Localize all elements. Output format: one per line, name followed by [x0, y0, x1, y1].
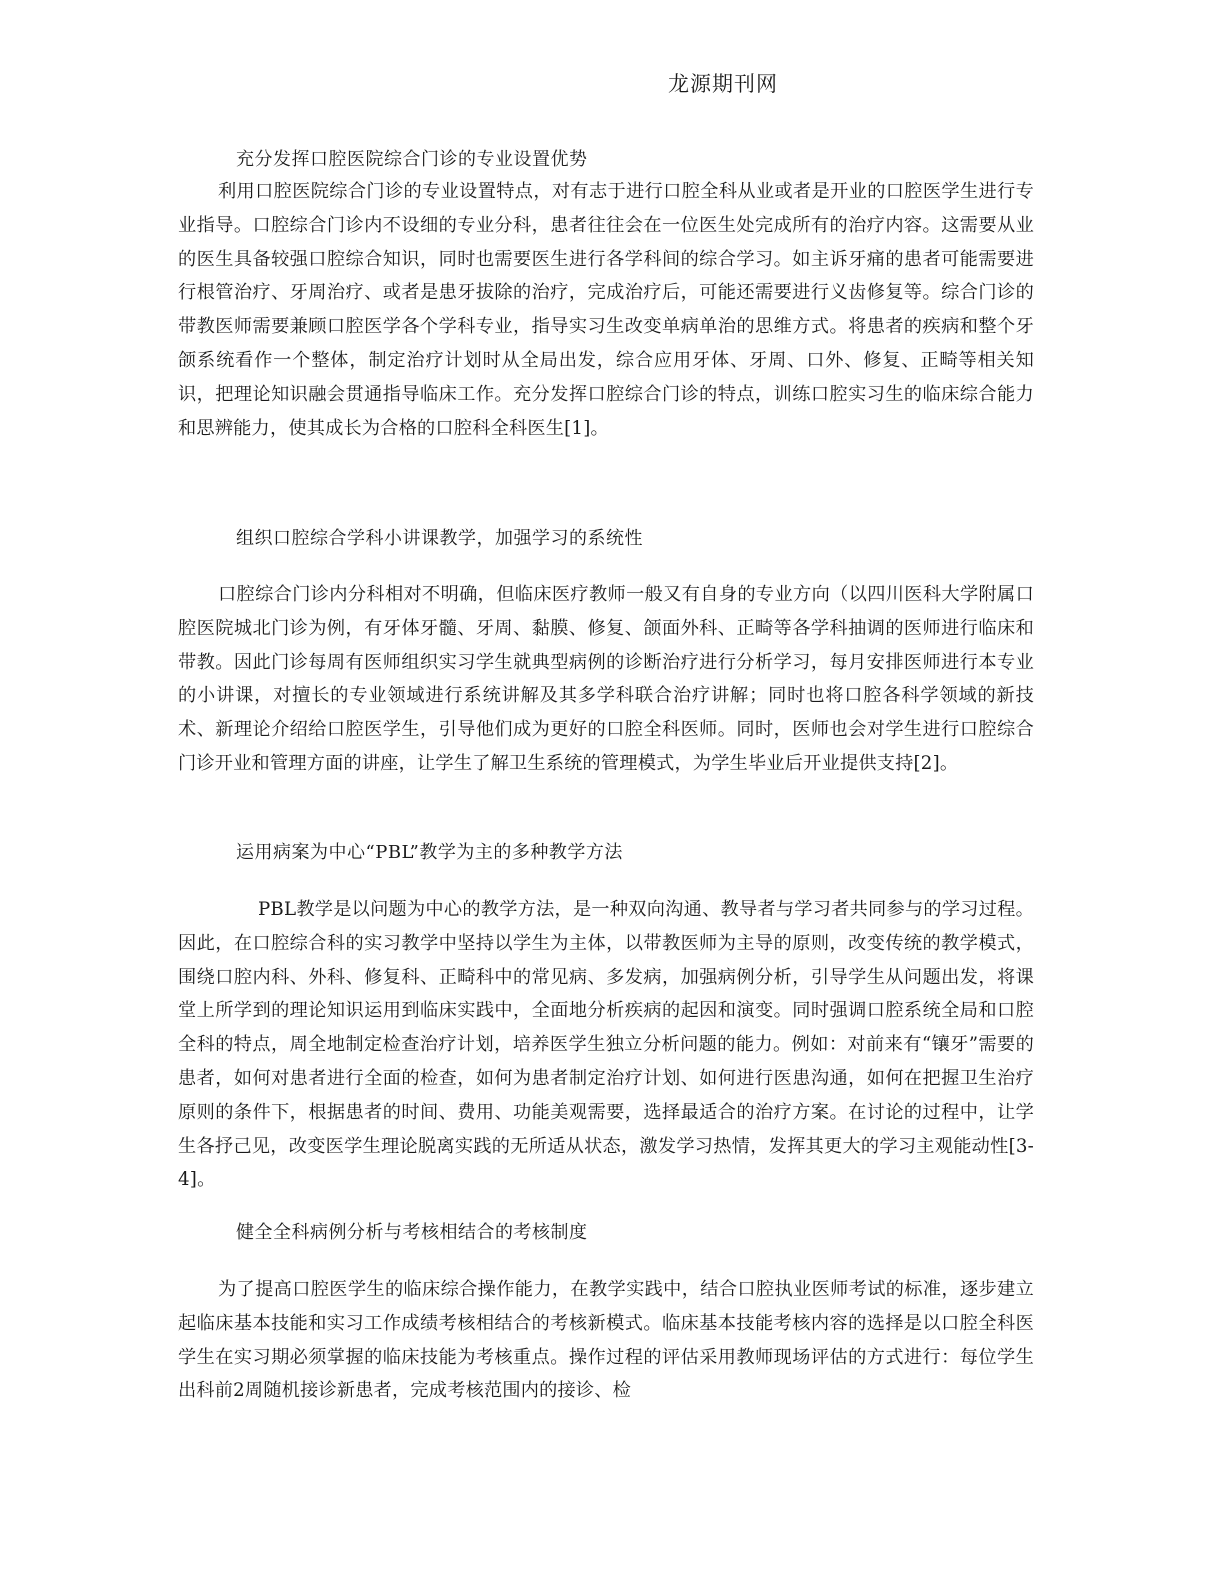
section-paragraph: PBL教学是以问题为中心的教学方法，是一种双向沟通、教导者与学习者共同参与的学习过程。因此，在口腔综合科的实习教学中坚持以学生为主体，以带教医师为主导的原则，改变传统的教学模式，围绕口腔内科、外科、修复科、正畸科中的常见病、多发病，加强病例分析，引导学生从问题出发，将课堂上所学到的理论知识运用到临床实践中，全面地分析疾病的起因和演变。同时强调口腔系统全局和口腔全科的特点，周全地制定检查治疗计划，培养医学生独立分析问题的能力。例如：对前来有“镶牙”需要的患者，如何对患者进行全面的检查，如何为患者制定治疗计划、如何进行医患沟通，如何在把握卫生治疗原则的条件下，根据患者的时间、费用、功能美观需要，选择最适合的治疗方案。在讨论的过程中，让学生各抒己见，改变医学生理论脱离实践的无所适从状态，激发学习热情，发挥其更大的学习主观能动性[3-4]。 [178, 899, 1034, 1191]
section-paragraph: 口腔综合门诊内分科相对不明确，但临床医疗教师一般又有自身的专业方向（以四川医科大学附属口腔医院城北门诊为例，有牙体牙髓、牙周、黏膜、修复、颌面外科、正畸等各学科抽调的医师进行临床和带教。因此门诊每周有医师组织实习学生就典型病例的诊断治疗进行分析学习，每月安排医师进行本专业的小讲课，对擅长的专业领域进行系统讲解及其多学科联合治疗讲解；同时也将口腔各科学领域的新技术、新理论介绍给口腔医学生，引导他们成为更好的口腔全科医师。同时，医师也会对学生进行口腔综合门诊开业和管理方面的讲座，让学生了解卫生系统的管理模式，为学生毕业后开业提供支持[2]。 [178, 584, 1034, 774]
site-name: 龙源期刊网 [668, 72, 778, 96]
section-heading: 运用病案为中心“PBL”教学为主的多种教学方法 [236, 842, 623, 863]
section-paragraph: 为了提高口腔医学生的临床综合操作能力，在教学实践中，结合口腔执业医师考试的标准，逐步建立起临床基本技能和实习工作成绩考核相结合的考核新模式。临床基本技能考核内容的选择是以口腔全科医学生在实习期必须掌握的临床技能为考核重点。操作过程的评估采用教师现场评估的方式进行：每位学生出科前2周随机接诊新患者，完成考核范围内的接诊、检 [178, 1279, 1034, 1402]
section-heading: 健全全科病例分析与考核相结合的考核制度 [236, 1222, 588, 1243]
section-paragraph: 利用口腔医院综合门诊的专业设置特点，对有志于进行口腔全科从业或者是开业的口腔医学生进行专业指导。口腔综合门诊内不设细的专业分科，患者往往会在一位医生处完成所有的治疗内容。这需要从业的医生具备较强口腔综合知识，同时也需要医生进行各学科间的综合学习。如主诉牙痛的患者可能需要进行根管治疗、牙周治疗、或者是患牙拔除的治疗，完成治疗后，可能还需要进行义齿修复等。综合门诊的带教医师需要兼顾口腔医学各个学科专业，指导实习生改变单病单治的思维方式。将患者的疾病和整个牙颌系统看作一个整体，制定治疗计划时从全局出发，综合应用牙体、牙周、口外、修复、正畸等相关知识，把理论知识融会贯通指导临床工作。充分发挥口腔综合门诊的特点，训练口腔实习生的临床综合能力和思辨能力，使其成长为合格的口腔科全科医生[1]。 [178, 181, 1034, 439]
section-heading: 充分发挥口腔医院综合门诊的专业设置优势 [236, 149, 588, 170]
section-heading: 组织口腔综合学科小讲课教学，加强学习的系统性 [236, 528, 643, 549]
